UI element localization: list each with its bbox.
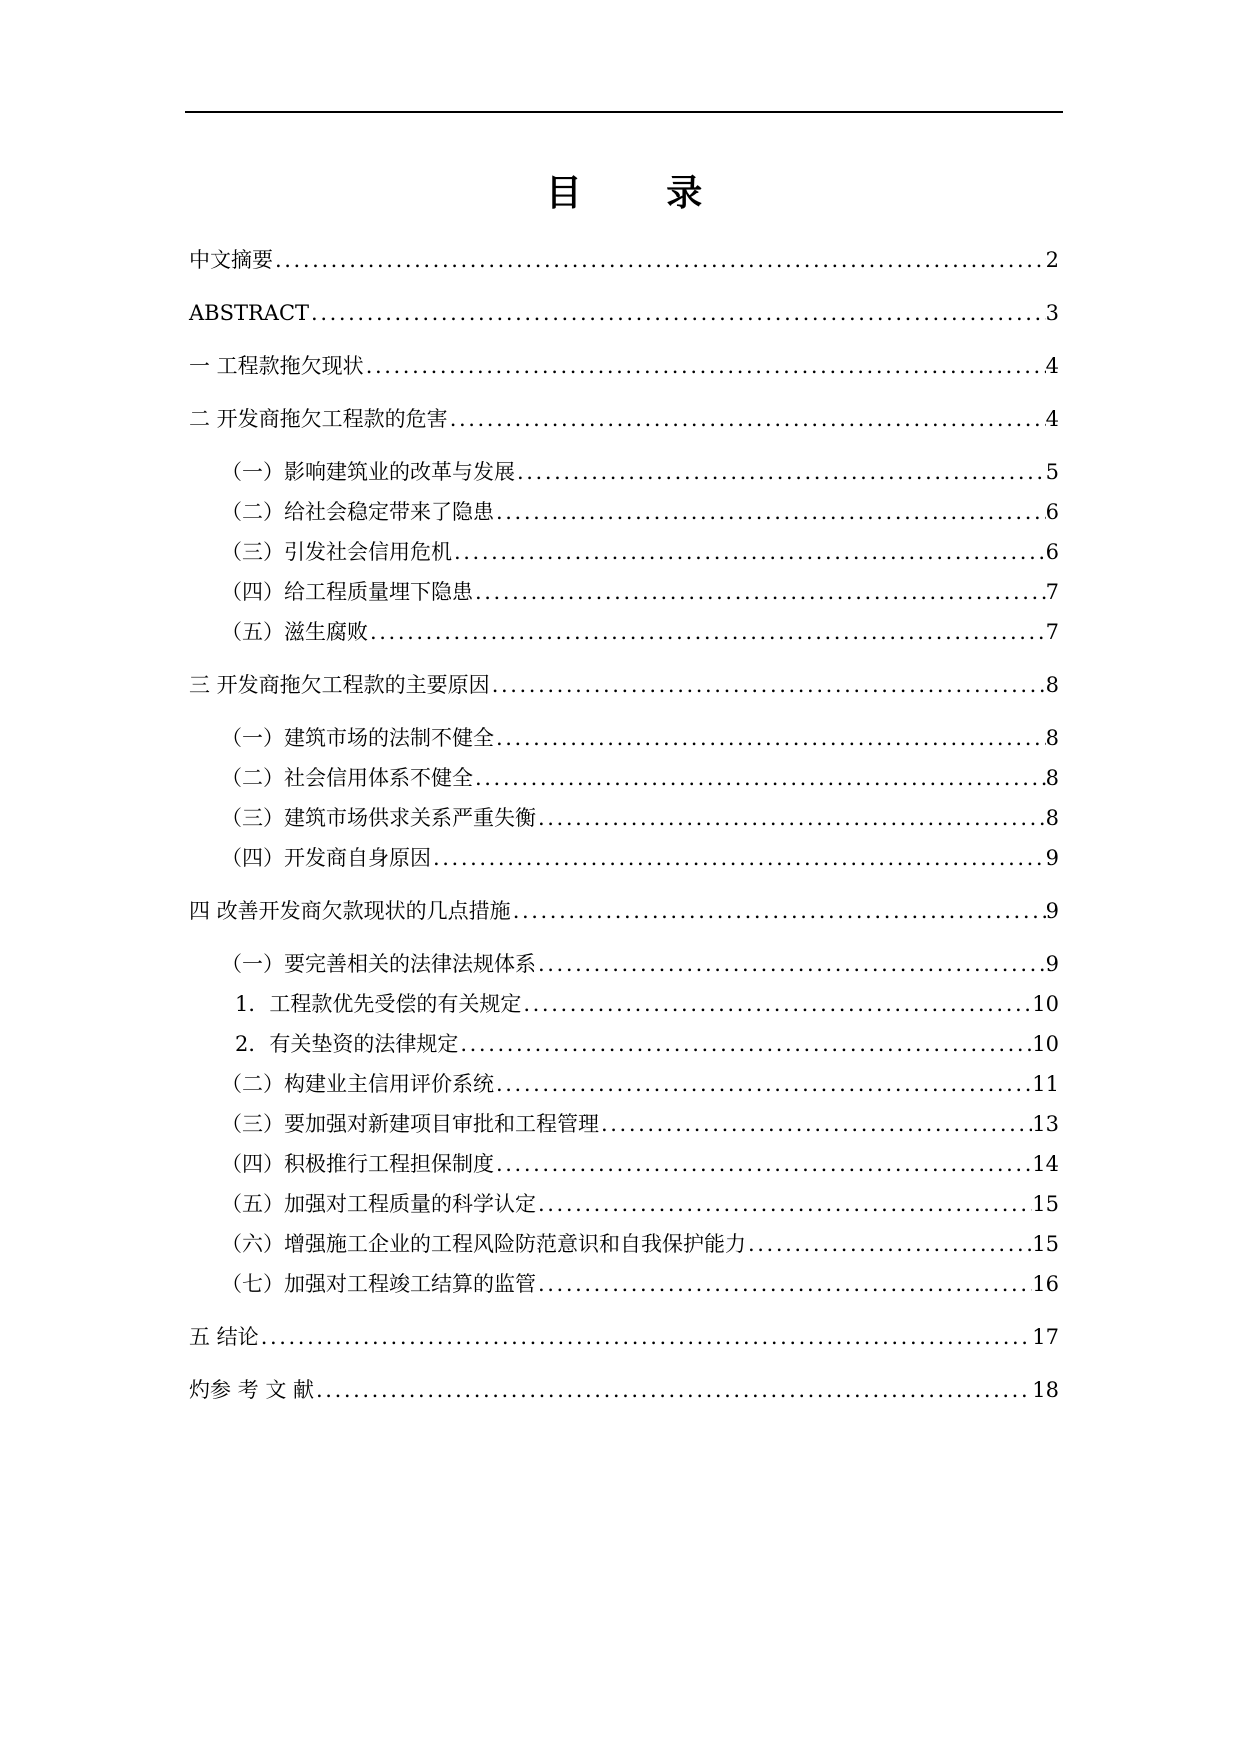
toc-entry-page: 3 [1045, 301, 1059, 325]
toc-entry[interactable] [189, 670, 1059, 700]
toc-leader-dots [431, 843, 1046, 873]
toc-entry-label: 中文摘要 [189, 248, 273, 272]
toc-entry[interactable] [221, 537, 1059, 567]
toc-entry-label: （二）社会信用体系不健全 [221, 766, 473, 790]
toc-entry[interactable] [221, 1229, 1059, 1259]
toc-entry-page: 10 [1032, 992, 1059, 1016]
toc-entry-page: 15 [1032, 1192, 1059, 1216]
toc-entry-page: 9 [1045, 952, 1059, 976]
toc-entry[interactable] [189, 245, 1059, 275]
toc-entry[interactable] [221, 949, 1059, 979]
toc-entry-page: 4 [1045, 407, 1059, 431]
toc-leader-dots [448, 404, 1046, 434]
toc-entry-page: 9 [1045, 899, 1059, 923]
toc-title: 目 录 [545, 173, 739, 214]
toc-entry-page: 14 [1032, 1152, 1059, 1176]
toc-leader-dots [473, 577, 1046, 607]
toc-leader-dots [536, 803, 1046, 833]
toc-entry-page: 4 [1045, 354, 1059, 378]
toc-entry-label: （七）加强对工程竣工结算的监管 [221, 1272, 536, 1296]
toc-entry[interactable] [221, 497, 1059, 527]
toc-entry-page: 8 [1045, 806, 1059, 830]
toc-entry[interactable] [221, 1189, 1059, 1219]
toc-entry-page: 6 [1045, 540, 1059, 564]
toc-entry-label: 四 改善开发商欠款现状的几点措施 [189, 899, 511, 923]
toc-entry-label: （三）建筑市场供求关系严重失衡 [221, 806, 536, 830]
toc-leader-dots [536, 1189, 1032, 1219]
toc-entry[interactable] [221, 1269, 1059, 1299]
toc-entry-label: （三）引发社会信用危机 [221, 540, 452, 564]
toc-entry-label: 2．有关垫资的法律规定 [235, 1032, 459, 1056]
toc-entry-label: 灼参 考 文 献 [189, 1378, 315, 1402]
toc-leader-dots [494, 1149, 1032, 1179]
toc-entry-label: （三）要加强对新建项目审批和工程管理 [221, 1112, 599, 1136]
toc-entry[interactable] [221, 803, 1059, 833]
toc-entry-label: （二）给社会稳定带来了隐患 [221, 500, 494, 524]
toc-entry[interactable] [189, 896, 1059, 926]
toc-entry-page: 13 [1032, 1112, 1059, 1136]
toc-entry-page: 7 [1045, 580, 1059, 604]
toc-leader-dots [599, 1109, 1032, 1139]
toc-leader-dots [259, 1322, 1033, 1352]
toc-entry-page: 10 [1032, 1032, 1059, 1056]
toc-entry-page: 17 [1032, 1325, 1059, 1349]
toc-entry[interactable] [221, 843, 1059, 873]
toc-entry-label: （一）要完善相关的法律法规体系 [221, 952, 536, 976]
toc-entry-page: 5 [1045, 460, 1059, 484]
toc-entry-label: （四）开发商自身原因 [221, 846, 431, 870]
toc-entry[interactable] [189, 1322, 1059, 1352]
toc-entry-page: 8 [1045, 673, 1059, 697]
toc-entry[interactable] [221, 763, 1059, 793]
toc-leader-dots [494, 1069, 1032, 1099]
toc-entry-page: 11 [1032, 1072, 1059, 1096]
toc-entry-label: （四）给工程质量埋下隐患 [221, 580, 473, 604]
toc-entry-label: （四）积极推行工程担保制度 [221, 1152, 494, 1176]
toc-entry-label: （五）滋生腐败 [221, 620, 368, 644]
toc-leader-dots [515, 457, 1046, 487]
toc-entry-page: 18 [1032, 1378, 1059, 1402]
toc-entry[interactable] [221, 457, 1059, 487]
toc-entry[interactable] [221, 577, 1059, 607]
toc-leader-dots [368, 617, 1046, 647]
toc-entry-label: （一）建筑市场的法制不健全 [221, 726, 494, 750]
toc-entry[interactable] [221, 723, 1059, 753]
toc-entry-page: 6 [1045, 500, 1059, 524]
toc-entry[interactable] [189, 351, 1059, 381]
toc-entry[interactable] [189, 404, 1059, 434]
toc-entry-page: 2 [1045, 248, 1059, 272]
toc-entry[interactable] [235, 1029, 1059, 1059]
toc-leader-dots [490, 670, 1046, 700]
toc-leader-dots [314, 1375, 1032, 1405]
toc-leader-dots [494, 497, 1046, 527]
toc-entry[interactable] [221, 1109, 1059, 1139]
toc-entry-page: 16 [1032, 1272, 1059, 1296]
toc-leader-dots [473, 763, 1046, 793]
toc-entry-label: 一 工程款拖欠现状 [189, 354, 364, 378]
toc-entry-page: 7 [1045, 620, 1059, 644]
toc-entry-label: 1．工程款优先受偿的有关规定 [235, 992, 522, 1016]
toc-entry[interactable] [221, 1069, 1059, 1099]
toc-leader-dots [521, 989, 1032, 1019]
toc-leader-dots [452, 537, 1046, 567]
toc-entry[interactable] [189, 1375, 1059, 1405]
toc-entry-label: （一）影响建筑业的改革与发展 [221, 460, 515, 484]
toc-leader-dots [511, 896, 1046, 926]
toc-entry-label: 五 结论 [189, 1325, 259, 1349]
toc-leader-dots [746, 1229, 1032, 1259]
toc-leader-dots [309, 298, 1046, 328]
toc-entry-page: 8 [1045, 726, 1059, 750]
toc-entry-page: 8 [1045, 766, 1059, 790]
toc-entry-label: （五）加强对工程质量的科学认定 [221, 1192, 536, 1216]
toc-leader-dots [494, 723, 1046, 753]
toc-leader-dots [536, 1269, 1032, 1299]
toc-entry-page: 9 [1045, 846, 1059, 870]
toc-leader-dots [458, 1029, 1032, 1059]
toc-entry-label: 三 开发商拖欠工程款的主要原因 [189, 673, 490, 697]
toc-entry[interactable] [221, 1149, 1059, 1179]
toc-entry-label: （二）构建业主信用评价系统 [221, 1072, 494, 1096]
toc-entry-label: （六）增强施工企业的工程风险防范意识和自我保护能力 [221, 1232, 746, 1256]
toc-entry-label: ABSTRACT [189, 301, 310, 325]
toc-entry-label: 二 开发商拖欠工程款的危害 [189, 407, 448, 431]
toc-leader-dots [273, 245, 1046, 275]
toc-leader-dots [536, 949, 1046, 979]
toc-leader-dots [364, 351, 1046, 381]
toc-entry[interactable] [235, 989, 1059, 1019]
toc-entry-page: 15 [1032, 1232, 1059, 1256]
toc-entry[interactable] [189, 298, 1059, 328]
toc-entry[interactable] [221, 617, 1059, 647]
